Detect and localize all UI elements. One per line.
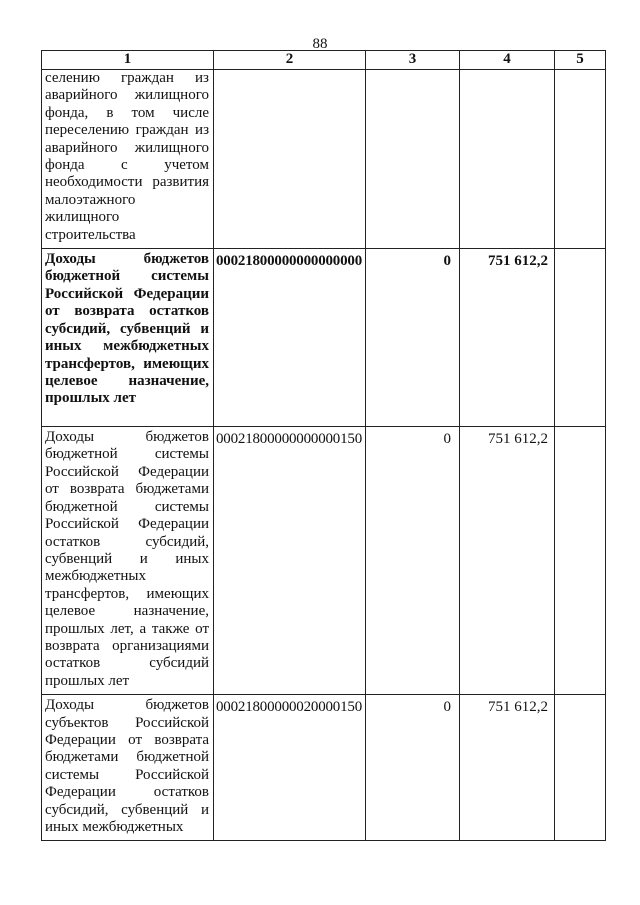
budget-income-table: [41, 50, 606, 841]
row-col5: [555, 70, 606, 249]
row-col5: [555, 427, 606, 695]
column-header-1: 1: [42, 51, 214, 70]
row-code: 00021800000000000000: [214, 249, 366, 427]
row-name: Доходы бюджетов бюджетной системы Российской Федерации от возврата остатков субсидий, субвенций и иных межбюджетных трансфертов, имеющих целевое назначение, прошлых лет: [42, 249, 214, 427]
row-col3: [366, 70, 460, 249]
row-code: [214, 70, 366, 249]
row-col4: 751 612,2: [460, 695, 555, 841]
row-col3: 0: [366, 427, 460, 695]
row-name: Доходы бюджетов субъектов Российской Федерации от возврата бюджетами бюджетной системы Российской Федерации остатков субсидий, субвенций и иных межбюджетных: [42, 695, 214, 841]
row-col5: [555, 249, 606, 427]
column-header-5: 5: [555, 51, 606, 70]
table-header-row: [42, 51, 606, 70]
table-row: [42, 427, 606, 695]
row-col4: 751 612,2: [460, 249, 555, 427]
row-col4: [460, 70, 555, 249]
table-row: [42, 70, 606, 249]
row-name: селению граждан из аварийного жилищного фонда, в том числе переселению граждан из аварийного жилищного фонда с учетом необходимости развития малоэтажного жилищного строительства: [42, 70, 214, 249]
column-header-4: 4: [460, 51, 555, 70]
row-code: 00021800000000000150: [214, 427, 366, 695]
row-code: 00021800000020000150: [214, 695, 366, 841]
column-header-2: 2: [214, 51, 366, 70]
table-row: [42, 249, 606, 427]
page-number: 88: [312, 36, 328, 52]
row-col4: 751 612,2: [460, 427, 555, 695]
column-header-3: 3: [366, 51, 460, 70]
row-col3: 0: [366, 695, 460, 841]
table-row: [42, 695, 606, 841]
row-name: Доходы бюджетов бюджетной системы Российской Федерации от возврата бюджетами бюджетной системы Российской Федерации остатков субсидий, субвенций и иных межбюджетных трансфертов, имеющих целевое назначение, прошлых лет, а также от возврата организациями остатков субсидий прошлых лет: [42, 427, 214, 695]
row-col3: 0: [366, 249, 460, 427]
row-col5: [555, 695, 606, 841]
